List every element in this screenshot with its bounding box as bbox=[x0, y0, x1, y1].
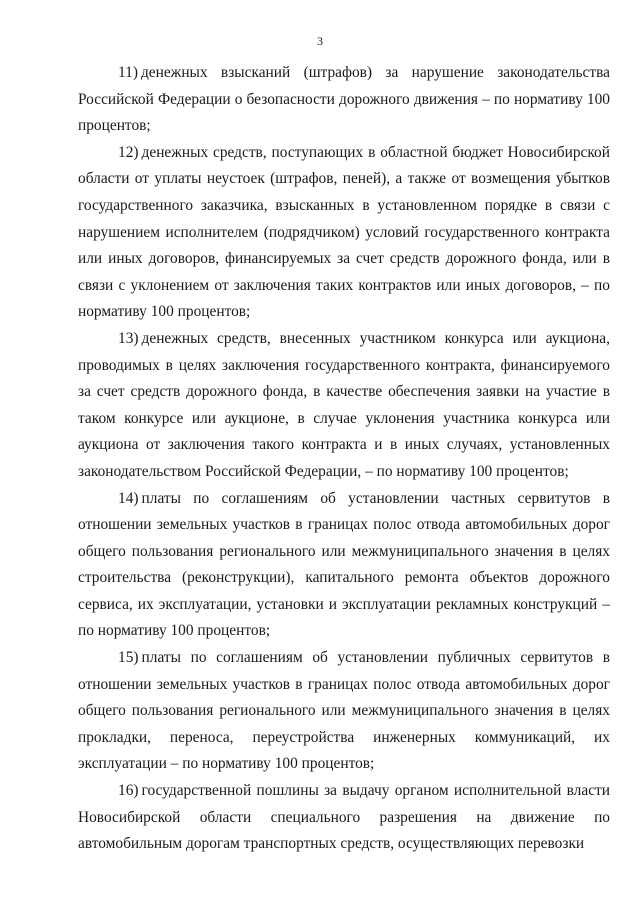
list-item-number: 13) bbox=[118, 329, 139, 347]
list-item-12 bbox=[78, 140, 610, 326]
list-item-text: денежных средств, поступающих в областной бюджет Новосибирской области от уплаты неустоек (штрафов, пеней), а также от возмещения убытков государственного заказчика, взысканных в установленном порядке в связи с нарушением исполнителем (подрядчиком) условий государственного контракта или иных договоров, финансируемых за счет средств дорожного фонда, или в связи с уклонением от заключения таких контрактов или иных договоров, – по нормативу 100 процентов; bbox=[78, 143, 610, 321]
list-item-16 bbox=[78, 778, 610, 858]
list-item-number: 16) bbox=[118, 782, 139, 800]
list-item-13 bbox=[78, 326, 610, 486]
list-item-number: 11) bbox=[118, 64, 138, 81]
list-item-text: платы по соглашениям об установлении частных сервитутов в отношении земельных участков в границах полос отвода автомобильных дорог общего пользования регионального или межмуниципального значения в целях строительства (реконструкции), капитального ремонта объектов дорожного сервиса, их эксплуатации, установки и эксплуатации рекламных конструкций – по нормативу 100 процентов; bbox=[78, 489, 610, 640]
page-number: 3 bbox=[317, 34, 323, 48]
document-body bbox=[78, 60, 610, 858]
list-item-11 bbox=[78, 60, 610, 140]
list-item-number: 15) bbox=[118, 649, 139, 667]
list-item-text: денежных взысканий (штрафов) за нарушение законодательства Российской Федерации о безопасности дорожного движения – по нормативу 100 процентов; bbox=[78, 64, 610, 135]
list-item-15 bbox=[78, 645, 610, 778]
list-item-text: государственной пошлины за выдачу органом исполнительной власти Новосибирской области специального разрешения на движение по автомобильным дорогам транспортных средств, осуществляющих перевозки bbox=[78, 782, 610, 853]
list-item-text: денежных средств, внесенных участником конкурса или аукциона, проводимых в целях заключения государственного контракта, финансируемого за счет средств дорожного фонда, в качестве обеспечения заявки на участие в таком конкурсе или аукционе, в случае уклонения участника конкурса или аукциона от заключения такого контракта и в иных случаях, установленных законодательством Российской Федерации, – по нормативу 100 процентов; bbox=[78, 329, 610, 480]
list-item-text: платы по соглашениям об установлении публичных сервитутов в отношении земельных участков в границах полос отвода автомобильных дорог общего пользования регионального или межмуниципального значения в целях прокладки, переноса, переустройства инженерных коммуникаций, их эксплуатации – по нормативу 100 процентов; bbox=[78, 649, 610, 773]
list-item-14 bbox=[78, 486, 610, 646]
list-item-number: 12) bbox=[118, 143, 139, 161]
list-item-number: 14) bbox=[118, 489, 139, 507]
